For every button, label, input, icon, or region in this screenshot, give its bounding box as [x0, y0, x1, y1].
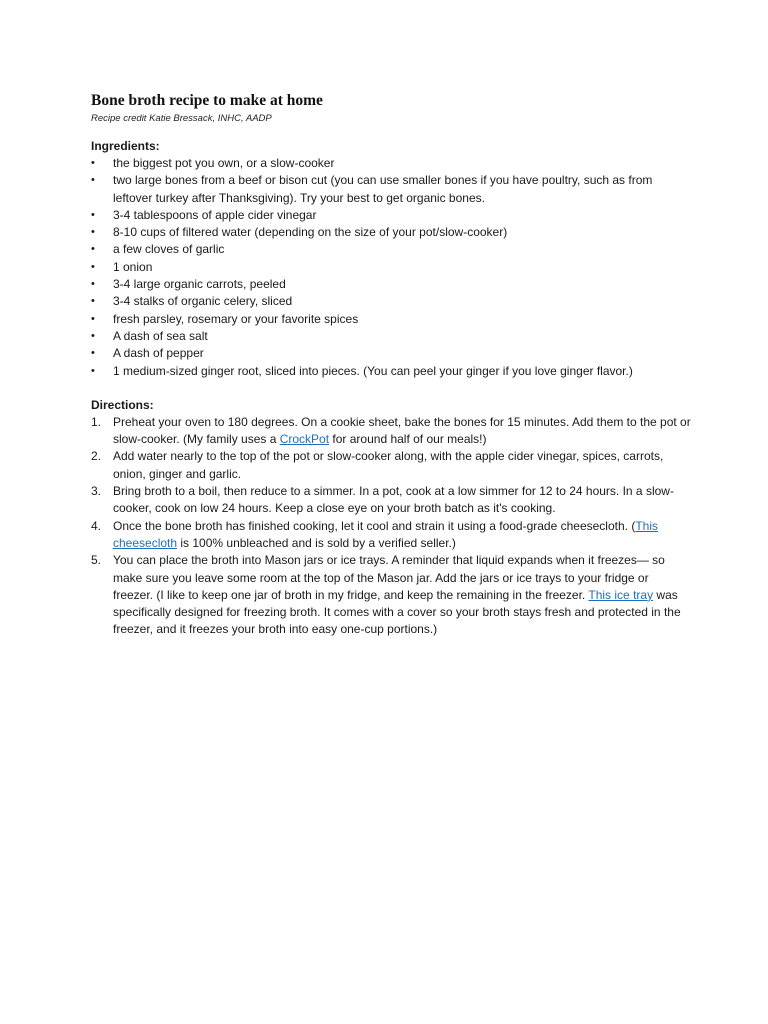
bullet-icon: • — [91, 260, 95, 273]
ingredient-item — [91, 207, 691, 224]
bullet-icon: • — [91, 226, 95, 239]
step-number: 2. — [91, 449, 102, 464]
ingredient-text: fresh parsley, rosemary or your favorite spices — [113, 311, 359, 326]
ingredient-item — [91, 293, 691, 310]
step-text: Once the bone broth has finished cooking, let it cool and strain it using a food-grade cheesecloth. ( — [113, 518, 636, 533]
bullet-icon: • — [91, 312, 95, 325]
bullet-icon: • — [91, 157, 95, 169]
recipe-document — [91, 91, 691, 639]
bullet-icon: • — [91, 278, 95, 291]
ingredient-item — [91, 363, 691, 380]
ingredient-item — [91, 259, 691, 276]
ingredient-text: 3-4 stalks of organic celery, sliced — [113, 294, 293, 309]
ingredient-item — [91, 311, 691, 328]
bullet-icon: • — [91, 364, 95, 377]
ingredients-list — [91, 155, 691, 380]
direction-step — [91, 552, 691, 638]
direction-step — [91, 518, 691, 553]
ingredient-item — [91, 172, 691, 207]
ingredient-text: 1 medium-sized ginger root, sliced into pieces. (You can peel your ginger if you love ginger flavor.) — [113, 363, 633, 378]
bullet-icon: • — [91, 295, 95, 308]
step-text: Add water nearly to the top of the pot or slow-cooker along, with the apple cider vinegar, spices, carrots, onion, ginger and garlic. — [113, 449, 664, 481]
ingredient-text: the biggest pot you own, or a slow-cooker — [113, 156, 335, 170]
cheesecloth-link[interactable]: This cheesecloth — [113, 518, 658, 550]
step-number: 3. — [91, 484, 102, 499]
ingredient-text: a few cloves of garlic — [113, 242, 225, 257]
ice-tray-link[interactable]: This ice tray — [588, 587, 654, 602]
directions-heading: Directions: — [91, 397, 154, 412]
step-number: 1. — [91, 414, 102, 429]
ingredient-item — [91, 241, 691, 258]
bullet-icon: • — [91, 174, 95, 187]
ingredient-item — [91, 345, 691, 362]
ingredient-item — [91, 155, 691, 172]
document-title: Bone broth recipe to make at home — [91, 92, 323, 109]
bullet-icon: • — [91, 208, 95, 221]
step-text: Preheat your oven to 180 degrees. On a cookie sheet, bake the bones for 15 minutes. Add them to the pot or slow-cooker. (My family uses a — [113, 414, 691, 447]
ingredients-heading: Ingredients: — [91, 139, 160, 153]
ingredient-text: 1 onion — [113, 259, 153, 274]
recipe-credit: Recipe credit Katie Bressack, INHC, AADP — [91, 113, 272, 124]
ingredient-text: A dash of pepper — [113, 346, 204, 361]
direction-step — [91, 414, 691, 449]
step-text: for around half of our meals!) — [329, 432, 487, 447]
direction-step — [91, 448, 691, 483]
step-number: 5. — [91, 553, 102, 568]
ingredient-item — [91, 328, 691, 345]
ingredient-text: two large bones from a beef or bison cut (you can use smaller bones if you have poultry, such as from leftover turkey after Thanksgiving). Try your best to get organic bones. — [113, 173, 653, 205]
ingredient-text: 3-4 tablespoons of apple cider vinegar — [113, 207, 317, 222]
direction-step — [91, 483, 691, 518]
bullet-icon: • — [91, 347, 95, 360]
ingredient-item — [91, 276, 691, 293]
step-text: was specifically designed for freezing broth. It comes with a cover so your broth stays fresh and protected in the freezer, and it freezes your broth into easy one-cup portions.) — [113, 587, 681, 637]
crockpot-link[interactable]: CrockPot — [279, 432, 330, 447]
ingredient-text: 3-4 large organic carrots, peeled — [113, 277, 286, 292]
step-text: Bring broth to a boil, then reduce to a simmer. In a pot, cook at a low simmer for 12 to 24 hours. In a slow-cooker, cook on low 24 hours. Keep a close eye on your broth batch as it's cooking. — [113, 484, 674, 516]
bullet-icon: • — [91, 243, 95, 256]
ingredient-text: 8-10 cups of filtered water (depending on the size of your pot/slow-cooker) — [113, 225, 508, 240]
step-text: is 100% unbleached and is sold by a verified seller.) — [177, 535, 456, 550]
step-number: 4. — [91, 518, 102, 533]
bullet-icon: • — [91, 329, 95, 342]
step-text: You can place the broth into Mason jars or ice trays. A reminder that liquid expands when it freezes— so make sure you leave some room at the top of the Mason jar. Add the jars or ice trays to your fridge or freezer. (I like to keep one jar of broth in my fridge, and keep the remaining in the freezer. — [113, 553, 665, 602]
ingredient-text: A dash of sea salt — [113, 328, 208, 343]
ingredient-item — [91, 224, 691, 241]
directions-list — [91, 414, 691, 639]
